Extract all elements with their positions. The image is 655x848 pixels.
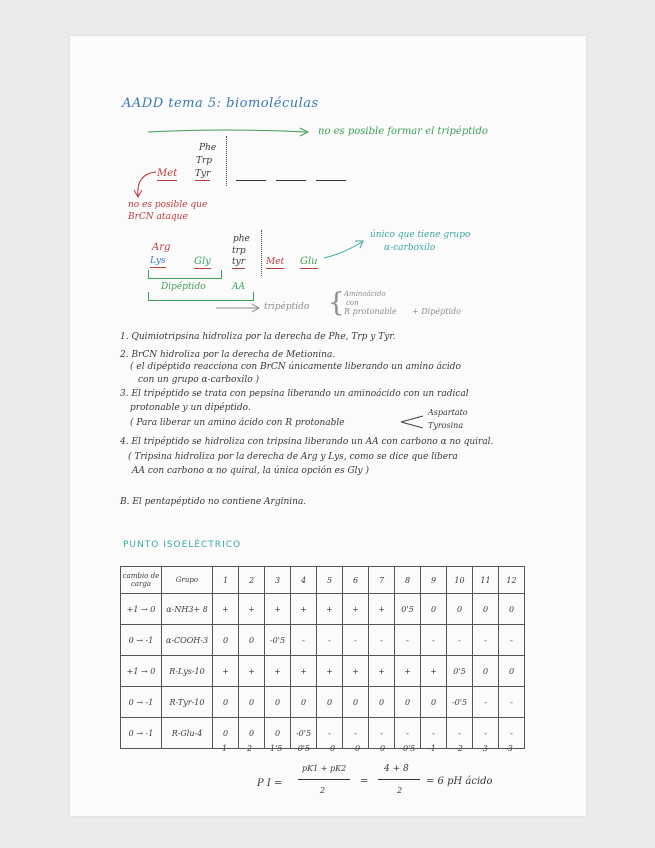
section-title: PUNTO ISOELÉCTRICO <box>123 540 242 550</box>
table-cell: α-COOH-3 <box>162 625 213 656</box>
note-3-detail: ( Para liberar un amino ácido con R protonable <box>130 418 345 428</box>
header-cell: Grupo <box>162 567 213 594</box>
table-cell: - <box>395 718 421 749</box>
table-cell: 0 <box>265 718 291 749</box>
note-3: 3. El tripéptido se trata con pepsina liberando un aminoácido con un radical <box>120 389 469 399</box>
dipeptide-label: Dipéptido <box>161 282 206 292</box>
teal-note-line1: único que tiene grupo <box>370 230 471 240</box>
total-cell: 1 <box>222 744 228 753</box>
diagram2-gly: Gly <box>194 256 211 267</box>
table-cell: - <box>447 718 473 749</box>
curly-brace: { <box>328 288 345 318</box>
table-cell: + <box>213 594 239 625</box>
dotted-divider-2 <box>261 230 262 276</box>
brace-line3: R protonable <box>344 307 397 316</box>
top-arrow <box>146 124 316 140</box>
tripeptide-label: tripéptido <box>264 302 310 312</box>
table-cell: + <box>317 594 343 625</box>
dipeptide-bracket <box>148 270 222 279</box>
table-cell: - <box>395 625 421 656</box>
table-cell: 0 <box>239 718 265 749</box>
table-cell: 0 → -1 <box>121 718 162 749</box>
total-cell: -1 <box>428 744 436 753</box>
note-4-detail-a: ( Tripsina hidroliza por la derecha de Arg y Lys, como se dice que libera <box>128 452 458 462</box>
table-cell: + <box>239 656 265 687</box>
table-cell: + <box>317 656 343 687</box>
table-cell: + <box>343 594 369 625</box>
red-note-line2: BrCN ataque <box>128 212 188 222</box>
formula-lhs: P I = <box>257 778 283 789</box>
table-cell: 0'5 <box>395 594 421 625</box>
brace-line2: con <box>346 299 359 307</box>
blank-line-b <box>276 180 306 181</box>
header-cell: 10 <box>447 567 473 594</box>
table-cell: - <box>473 625 499 656</box>
total-cell: 1'5 <box>270 744 283 753</box>
table-cell: 0 <box>213 687 239 718</box>
header-cell: 8 <box>395 567 421 594</box>
table-cell: -0'5 <box>265 625 291 656</box>
table-cell: - <box>343 625 369 656</box>
formula-eq: = <box>360 776 369 787</box>
brace-line4: + Dipéptido <box>412 307 461 316</box>
table-cell: - <box>369 718 395 749</box>
table-cell: + <box>239 594 265 625</box>
total-cell: -3 <box>505 744 513 753</box>
table-cell: - <box>499 718 525 749</box>
diagram2-stack-tyr: tyr <box>232 257 246 267</box>
red-arrow <box>126 166 166 202</box>
table-cell: R-Lys-10 <box>162 656 213 687</box>
table-cell: + <box>291 594 317 625</box>
table-cell: 0 <box>213 718 239 749</box>
formula-frac2-num: 4 + 8 <box>384 764 409 774</box>
diagram2-arg: Arg <box>152 242 171 253</box>
total-cell: 0 <box>380 744 386 753</box>
note3-option-aspartato: Aspartato <box>428 408 468 417</box>
table-cell: - <box>473 718 499 749</box>
diagram1-stack-phe: Phe <box>199 143 217 153</box>
table-cell: + <box>291 656 317 687</box>
formula-result: = 6 pH ácido <box>426 776 493 787</box>
table-cell: 0 <box>421 594 447 625</box>
header-cell: 11 <box>473 567 499 594</box>
note-4: 4. El tripéptido se hidroliza con tripsina liberando un AA con carbono α no quiral. <box>120 437 494 447</box>
table-cell: 0 <box>239 687 265 718</box>
diagram2-lys: Lys <box>150 256 166 266</box>
table-cell: - <box>421 625 447 656</box>
table-cell: - <box>369 625 395 656</box>
brace-line1: Aminoácido <box>344 290 386 298</box>
total-cell: 0'5 <box>403 744 416 753</box>
note3-fork-arrows <box>399 412 429 432</box>
diagram1-met: Met <box>157 168 178 179</box>
total-cell: 0 <box>355 744 361 753</box>
note-1: 1. Quimiotripsina hidroliza por la derecha de Phe, Trp y Tyr. <box>120 332 396 342</box>
note-5: B. El pentapéptido no contiene Arginina. <box>120 497 307 507</box>
formula-frac1-den: 2 <box>320 786 326 795</box>
note-3-cont: protonable y un dipéptido. <box>130 403 251 413</box>
table-row <box>121 625 525 656</box>
diagram2-stack-phe: phe <box>233 234 250 244</box>
table-cell: α-NH3+ 8 <box>162 594 213 625</box>
header-cell: 5 <box>317 567 343 594</box>
table-cell: - <box>499 625 525 656</box>
table-cell: 0 <box>343 687 369 718</box>
note-2-detail-b: con un grupo α-carboxilo ) <box>138 375 260 385</box>
table-cell: 0 <box>395 687 421 718</box>
diagram1-stack-trp: Trp <box>196 156 213 166</box>
dotted-divider-1 <box>226 136 227 186</box>
table-cell: - <box>317 625 343 656</box>
blank-line-c <box>316 180 346 181</box>
header-cell: 6 <box>343 567 369 594</box>
table-cell: + <box>265 594 291 625</box>
header-cell: 4 <box>291 567 317 594</box>
table-cell: R-Glu-4 <box>162 718 213 749</box>
total-cell: -0'5 <box>295 744 311 753</box>
table-cell: - <box>499 687 525 718</box>
table-cell: 0 <box>239 625 265 656</box>
table-cell: + <box>213 656 239 687</box>
note-2-detail-a: ( el dipéptido reacciona con BrCN únicamente liberando un amino ácido <box>130 362 461 372</box>
table-row <box>121 656 525 687</box>
table-cell: - <box>317 718 343 749</box>
header-cell: 12 <box>499 567 525 594</box>
table-cell: 0 <box>317 687 343 718</box>
table-cell: + <box>265 656 291 687</box>
table-cell: 0 <box>265 687 291 718</box>
diagram2-met: Met <box>266 257 285 267</box>
total-cell: 0 <box>330 744 336 753</box>
table-cell: R-Tyr-10 <box>162 687 213 718</box>
total-cell: -3 <box>480 744 488 753</box>
formula-frac2-bar <box>378 779 420 780</box>
header-cell: 3 <box>265 567 291 594</box>
table-cell: - <box>343 718 369 749</box>
diagram1-stack-tyr: Tyr <box>195 169 211 179</box>
table-header-row <box>121 567 525 594</box>
table-cell: 0'5 <box>447 656 473 687</box>
formula-frac1-bar <box>298 779 350 780</box>
page-title: AADD tema 5: biomoléculas <box>122 96 319 111</box>
header-cell: 2 <box>239 567 265 594</box>
table-cell: + <box>369 594 395 625</box>
red-note-line1: no es posible que <box>128 200 208 210</box>
formula-frac2-den: 2 <box>397 786 403 795</box>
total-cell: 2 <box>247 744 253 753</box>
isoelectric-table <box>120 566 525 749</box>
header-cell: cambio de carga <box>121 567 162 594</box>
table-cell: -0'5 <box>291 718 317 749</box>
table-cell: 0 <box>213 625 239 656</box>
table-cell: 0 → -1 <box>121 625 162 656</box>
table-cell: 0 <box>473 594 499 625</box>
table-cell: 0 <box>473 656 499 687</box>
table-cell: 0 → -1 <box>121 687 162 718</box>
table-cell: 0 <box>421 687 447 718</box>
table-cell: - <box>421 718 447 749</box>
table-row <box>121 687 525 718</box>
teal-note-line2: α-carboxilo <box>384 243 436 253</box>
aa-label: AA <box>232 282 245 292</box>
teal-arrow <box>322 236 368 262</box>
table-cell: 0 <box>499 594 525 625</box>
header-cell: 7 <box>369 567 395 594</box>
note-4-detail-b: AA con carbono α no quiral, la única opción es Gly ) <box>132 466 370 476</box>
diagram2-stack-trp: trp <box>232 246 246 256</box>
top-note: no es posible formar el tripéptido <box>318 126 488 137</box>
total-cell: -2 <box>455 744 463 753</box>
formula-frac1-num: pK1 + pK2 <box>302 764 347 773</box>
table-cell: + <box>421 656 447 687</box>
diagram2-glu: Glu <box>300 256 318 267</box>
note3-option-tyrosina: Tyrosina <box>428 421 464 430</box>
table-cell: + <box>395 656 421 687</box>
table-cell: 0 <box>447 594 473 625</box>
gray-arrow <box>214 300 264 314</box>
table-cell: + <box>369 656 395 687</box>
table-cell: - <box>473 687 499 718</box>
table-cell: + <box>343 656 369 687</box>
table-cell: 0 <box>369 687 395 718</box>
note-2: 2. BrCN hidroliza por la derecha de Metionina. <box>120 350 336 360</box>
blank-line-a <box>236 180 266 181</box>
header-cell: 1 <box>213 567 239 594</box>
table-cell: +1 → 0 <box>121 656 162 687</box>
table-cell: 0 <box>499 656 525 687</box>
table-cell: - <box>447 625 473 656</box>
table-row <box>121 594 525 625</box>
table-cell: - <box>291 625 317 656</box>
table-row <box>121 718 525 749</box>
table-cell: 0 <box>291 687 317 718</box>
header-cell: 9 <box>421 567 447 594</box>
table-cell: +1 → 0 <box>121 594 162 625</box>
table-cell: -0'5 <box>447 687 473 718</box>
